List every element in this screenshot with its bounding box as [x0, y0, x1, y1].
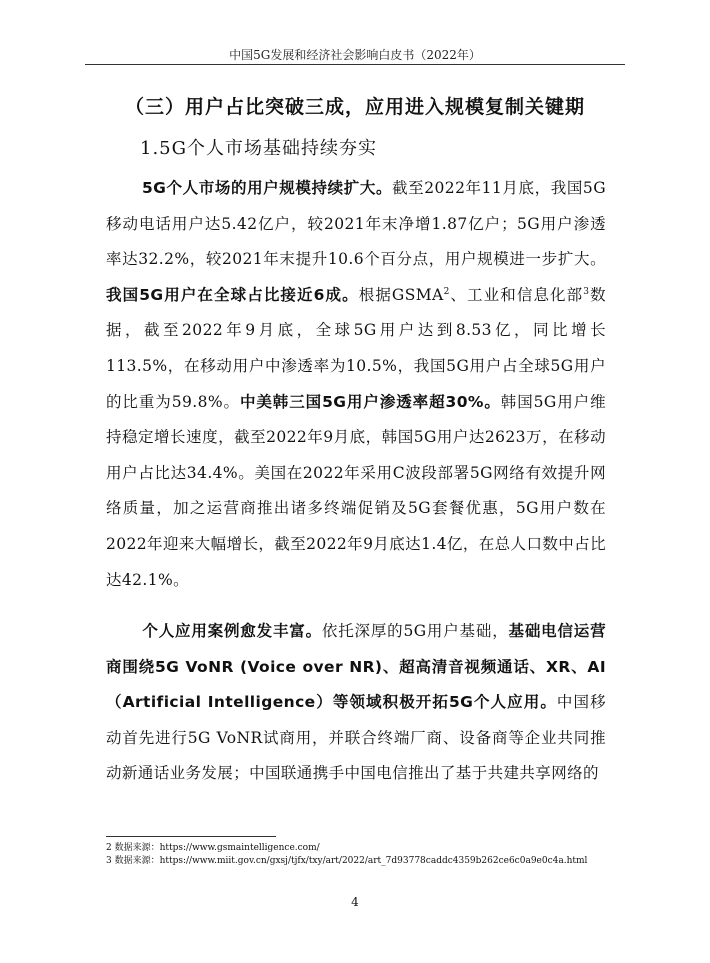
paragraph-text: 截至2022年11月底，我国5G移动电话用户达5.42亿户，较2021年末净增1.87亿户；5G用户渗透率达32.2%，较2021年末提升10.6个百分点，用户规模进一步扩大。: [106, 179, 606, 269]
footnote-ref: 3: [583, 286, 590, 297]
running-header: 中国5G发展和经济社会影响白皮书（2022年）: [229, 48, 481, 62]
bold-claim: 我国5G用户在全球占比接近6成。: [106, 285, 359, 304]
paragraph-text: 韩国5G用户维持稳定增长速度，截至2022年9月底，韩国5G用户达2623万，在移动用户占比达34.4%。美国在2022年采用C波段部署5G网络有效提升网络质量，加之运营商推出诸多终端促销及5G套餐优惠，5G用户数在2022年迎来大幅增长，截至2022年9月底达1.4亿，在总人口数中占比达42.1%。: [106, 392, 606, 589]
footnotes: [106, 842, 587, 868]
bold-claim: 中美韩三国5G用户渗透率超30%。: [239, 392, 501, 411]
paragraph-text: 中国移动首先进行5G VoNR试商用，并联合终端厂商、设备商等企业共同推动新通话业务发展；中国联通携手中国电信推出了基于共建共享网络的: [106, 693, 607, 783]
section-title: （三）用户占比突破三成，应用进入规模复制关键期: [124, 96, 585, 118]
header-rule: [85, 64, 625, 65]
paragraph-text: 根据GSMA: [358, 285, 444, 304]
bold-claim: 5G个人市场的用户规模持续扩大。: [142, 179, 393, 197]
paragraph-text: 依托深厚的5G用户基础，: [321, 622, 509, 640]
paragraph-text: 数据，截至2022年9月底，全球5G用户达到8.53亿，同比增长113.5%，在移动用户中渗透率为10.5%，我国5G用户占全球5G用户的比重为59.8%。: [106, 285, 606, 411]
footnote-rule: [106, 836, 276, 837]
bold-claim: 个人应用案例愈发丰富。: [142, 622, 322, 640]
footnote-2: 2 数据来源：https://www.gsmaintelligence.com/: [106, 843, 320, 853]
bold-claim: 基础电信运营商围绕5G VoNR (Voice over NR)、超高清音视频通话、XR、AI（Artificial Intelligence）等领域积极开拓5G个人应用。: [106, 622, 606, 712]
paragraph-user-scale: [106, 171, 606, 598]
paragraph-personal-apps: [106, 614, 606, 792]
footnote-ref: 2: [443, 286, 450, 297]
paragraph-text: 、工业和信息化部: [449, 285, 584, 304]
page-number: 4: [351, 895, 359, 909]
subsection-title: 1.5G个人市场基础持续夯实: [140, 138, 378, 159]
footnote-3: 3 数据来源：https://www.miit.gov.cn/gxsj/tjfx/txy/art/2022/art_7d93778caddc4359b262ce6c0a9e0c4a.html: [106, 856, 588, 866]
